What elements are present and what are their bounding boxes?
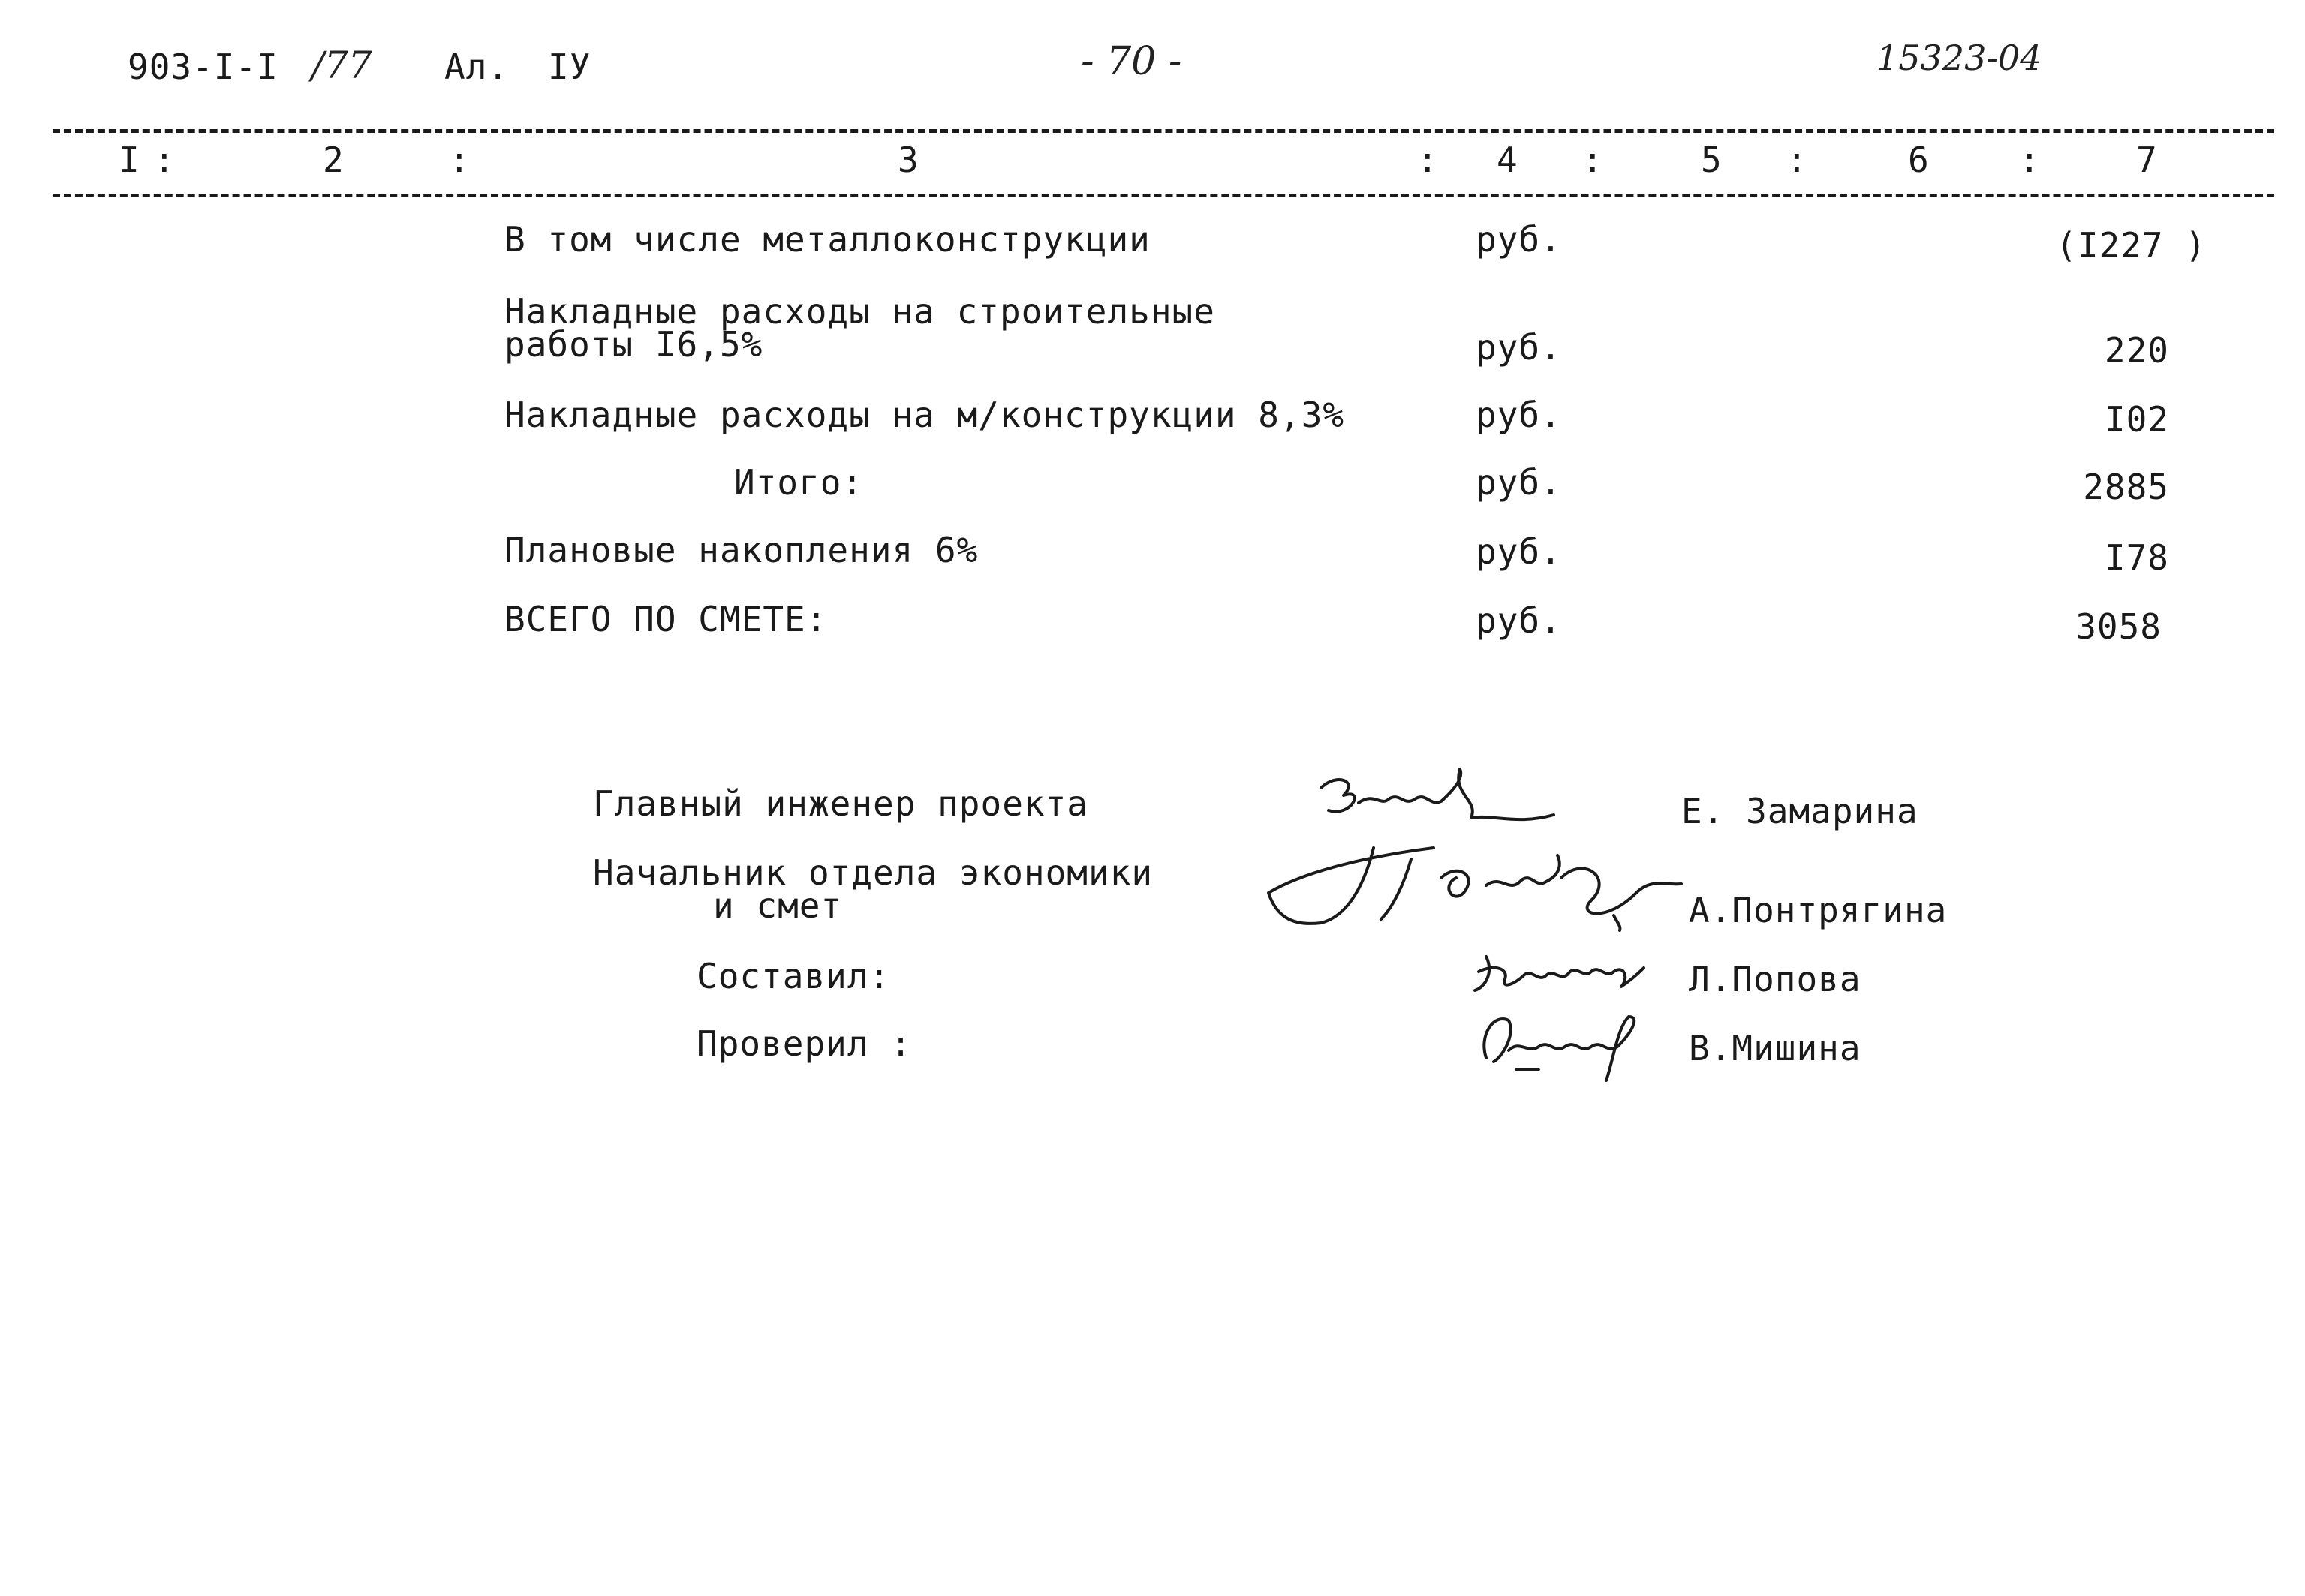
row-grand-total-label: ВСЕГО ПО СМЕТЕ:: [504, 599, 828, 639]
album-number: IУ: [548, 47, 591, 87]
archive-stamp-number: 15323-04: [1876, 38, 2042, 78]
row-grand-total-value: 3058: [2075, 606, 2162, 647]
row-overhead-construction-unit: руб.: [1476, 327, 1562, 368]
role-chief-engineer: Главный инженер проекта: [593, 783, 1088, 824]
column-7-number: 7: [2136, 140, 2158, 180]
column-4-number: 4: [1497, 140, 1518, 180]
row-subtotal-value: 2885: [2083, 467, 2169, 507]
page-number: - 70 -: [1081, 39, 1182, 84]
name-zamarina: Е. Замарина: [1681, 791, 1918, 831]
header-bottom-rule: [53, 194, 2274, 197]
column-separator: :: [1786, 140, 1808, 180]
column-1-number: I: [119, 140, 140, 180]
row-overhead-construction-value: 220: [2104, 330, 2169, 371]
row-planned-savings-label: Плановые накопления 6%: [504, 530, 979, 570]
document-series: /77: [311, 44, 372, 87]
album-label: Ал.: [444, 47, 510, 87]
column-separator: :: [1417, 140, 1439, 180]
handwritten-signature-popova: [1471, 942, 1651, 1002]
row-metal-structures-value: (I227 ): [2056, 225, 2207, 266]
row-overhead-metal-value: I02: [2104, 399, 2169, 440]
handwritten-signature-mishina: [1471, 1005, 1651, 1088]
column-separator: :: [1582, 140, 1604, 180]
handwritten-signature-zamarina: [1306, 765, 1576, 840]
header-top-rule: [53, 129, 2274, 133]
column-2-number: 2: [323, 140, 345, 180]
name-mishina: В.Мишина: [1689, 1028, 1861, 1069]
column-separator: :: [154, 140, 176, 180]
column-separator: :: [2019, 140, 2041, 180]
row-subtotal-unit: руб.: [1476, 462, 1562, 503]
document-code: 903-I-I: [128, 47, 278, 87]
column-3-number: 3: [898, 140, 919, 180]
name-popova: Л.Попова: [1689, 959, 1861, 999]
row-grand-total-unit: руб.: [1476, 600, 1562, 641]
role-head-economics-line1: Начальник отдела экономики: [593, 852, 1154, 893]
row-overhead-construction-label-line2: работы I6,5%: [504, 324, 763, 365]
row-planned-savings-unit: руб.: [1476, 531, 1562, 572]
role-compiled-by: Составил:: [697, 956, 891, 996]
row-metal-structures-label: В том числе металлоконструкции: [504, 219, 1151, 260]
row-planned-savings-value: I78: [2104, 537, 2169, 578]
handwritten-signature-pontryagina: [1261, 833, 1681, 945]
role-head-economics-line2: и смет: [713, 885, 843, 926]
column-5-number: 5: [1701, 140, 1723, 180]
row-overhead-metal-label: Накладные расходы на м/конструкции 8,3%: [504, 395, 1345, 435]
name-pontryagina: А.Понтрягина: [1689, 890, 1948, 930]
row-subtotal-label: Итого:: [734, 462, 864, 503]
row-metal-structures-unit: руб.: [1476, 219, 1562, 260]
role-checked-by: Проверил :: [697, 1023, 912, 1064]
column-separator: :: [449, 140, 471, 180]
row-overhead-construction-label-line1: Накладные расходы на строительные: [504, 291, 1215, 332]
column-6-number: 6: [1908, 140, 1930, 180]
row-overhead-metal-unit: руб.: [1476, 395, 1562, 435]
